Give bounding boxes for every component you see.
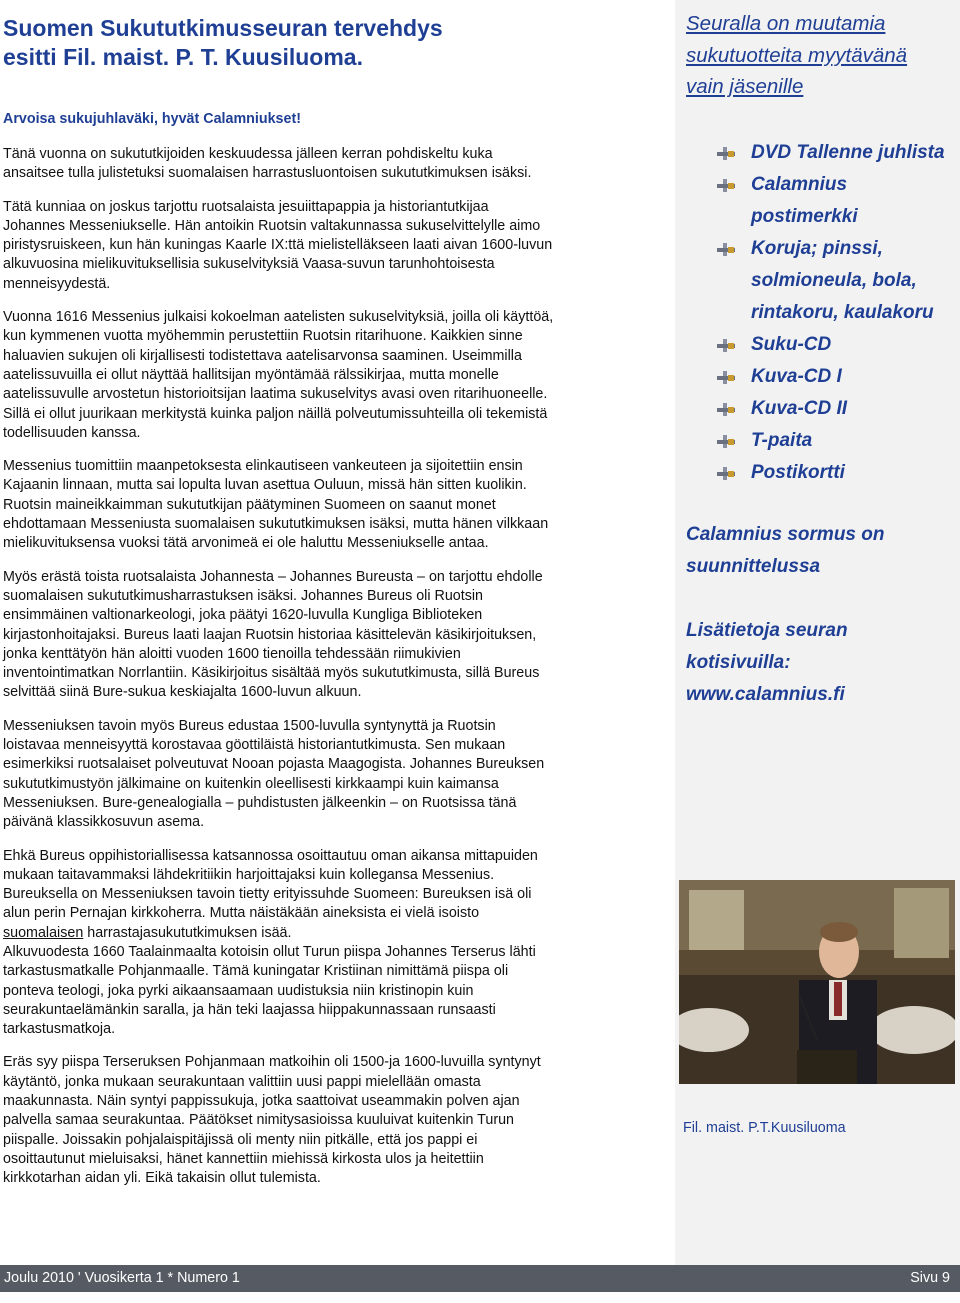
product-label: rintakoru, kaulakoru: [751, 302, 934, 323]
text-line: Ruotsin maineikkaimman sukututkijan päätyminen Suomeen on saanut monet: [3, 496, 496, 513]
text-line: alun perin Pernajan kirkkoherra. Mutta näistäkään aineksista ei vielä isoisto: [3, 905, 480, 922]
text-line: Myös erästä toista ruotsalaista Johannesta – Johannes Bureusta – on tarjottu ehdolle: [3, 568, 543, 585]
page-number: Sivu 9: [910, 1270, 950, 1286]
page-footer: [0, 1265, 960, 1292]
product-item: [717, 169, 945, 201]
text-line: Messeniuksen tavoin myös Bureus edustaa 1500-luvulla syntynyttä ja Ruotsin: [3, 717, 496, 734]
note-line: Lisätietoja seuran: [686, 620, 848, 641]
product-label: Kuva-CD I: [751, 366, 842, 387]
text-line: Alkuvuodesta 1660 Taalainmaalta kotoisin ollut Turun piispa Johannes Terserus lähti: [3, 943, 536, 960]
paragraph-7: [3, 847, 655, 1040]
text-line: mukaan taitavammaksi lähdekritiikin harjoittajaksi kuin kollegansa Messenius.: [3, 866, 495, 883]
text-line: jonka kenttätyön hän aloitti vuoden 1600 tienoilla tehdessään riimukivien: [3, 645, 461, 662]
text-line: alkuvuosina mielikuvituksellisia sukuselvityksiä Vaasa-suvun tarunhohtoisesta: [3, 256, 495, 273]
text-line: ensimmäinen valtionarkeologi, joka päätyi 1620-luvulla Kungliga Biblioteken: [3, 607, 483, 624]
product-item-continued: [717, 297, 945, 329]
text-line: seurakuntaelämänkin saralla, ja hän teki laajassa hiippakunnassaan runsaasti: [3, 1001, 496, 1018]
issue-info: Joulu 2010 ' Vuosikerta 1 * Numero 1: [4, 1270, 240, 1286]
paragraph-2: [3, 198, 655, 294]
text-line: ehdottamaan Messeniusta suomalaisen sukututkimuksen isäksi, mutta hänen vilkkaan: [3, 516, 549, 533]
product-label: T-paita: [751, 430, 813, 451]
product-item: [717, 361, 945, 393]
bullet-icon: [717, 243, 735, 256]
text-line: Bureuksella on Messeniuksen tavoin tietty erityissuhde Suomeen: Bureuksen isä oli: [3, 886, 532, 903]
text-line: Vuonna 1616 Messenius julkaisi kokoelman aatelisten sukuselvityksiä, joilla oli käyttöä,: [3, 309, 554, 326]
heading-line: Seuralla on muutamia: [686, 12, 886, 35]
text-line: käytäntö, jonka mukaan seurakuntaan valittiin uusi pappi mielellään omasta: [3, 1073, 481, 1090]
product-label: Calamnius: [751, 174, 848, 195]
text-line: palvella samaa seurakuntaa. Päätökset nimitysasioissa kuuluivat kuitenkin Turun: [3, 1112, 514, 1129]
bullet-icon: [717, 403, 735, 416]
paragraph-6: [3, 717, 655, 833]
text-line: Kajaanin linnaan, mutta sai lopulta luvan asettua Ouluun, missä hän sitten kuolikin.: [3, 477, 527, 494]
text-line: haluavien sukujen oli kirjallisesti todistettava aatelisarvonsa saaminen. Useimmilla: [3, 347, 522, 364]
speaker-photo: [679, 880, 955, 1084]
text-line: kirjastonhoitajaksi. Bureus laati laajan Ruotsin historiaa käsittelevän käsikirjoituksen,: [3, 626, 537, 643]
underlined-word: suomalaisen: [3, 924, 84, 941]
bullet-icon: [717, 179, 735, 192]
product-item: [717, 393, 945, 425]
product-item: [717, 329, 945, 361]
text-line: inventointimatkan Norrlantiin. Käsikirjoitus sisältää myös sukututkimusta, sillä Bureus: [3, 665, 540, 682]
text-line: selvittää siinä Bure-sukua keskiajalta 1600-luvun alkuun.: [3, 684, 362, 701]
text-line: osoittautunut mieluisaksi, hänet kannettiin miehissä kirkosta ulos ja heitettiin: [3, 1150, 484, 1167]
product-label: Koruja; pinssi,: [751, 238, 883, 259]
product-item-continued: [717, 201, 945, 233]
product-label: postimerkki: [751, 206, 858, 227]
text-line: [3, 924, 655, 943]
text-line: piispalle. Joissakin pohjalaispitäjissä oli menty niin pitkälle, että jos pappi ei: [3, 1131, 478, 1148]
text-line: aatelissuvulle arvostetun historioitsijan laatima sukuselvitys avasi oven ritarihuoneelle.: [3, 386, 548, 403]
text-line: suomalaisen sukututkimusharrastuksen isäksi. Johannes Bureus oli Ruotsin: [3, 587, 483, 604]
text-line: aatelissuvuilla ei ollut näyttää hallitsijan myöntämää rälssikirjaa, mutta monelle: [3, 366, 499, 383]
sidebar: [675, 0, 960, 1265]
ring-note: [686, 519, 885, 583]
text-line: tarkastusmatkoja.: [3, 1021, 116, 1038]
product-label: Kuva-CD II: [751, 398, 848, 419]
product-item: [717, 457, 945, 489]
product-label: solmioneula, bola,: [751, 270, 917, 291]
text-line: kirkkotarhan aidan yli. Eikä takaisin ollut tulemista.: [3, 1170, 321, 1187]
text-line: mielikuvituksensa vuoksi tätä arvonimeä ei ole haluttu Messeniukselle antaa.: [3, 535, 489, 552]
text-line: todellisuuden kanssa.: [3, 424, 141, 441]
paragraph-4: [3, 457, 655, 553]
sidebar-heading: [686, 8, 907, 103]
paragraph-5: [3, 568, 655, 703]
bullet-icon: [717, 435, 735, 448]
text-line: Messeniuksen. Bure-genealogialla – puhdistusten jälkeenkin – on Ruotsissa tänä: [3, 794, 517, 811]
speaker-photo-illustration: [679, 880, 955, 1084]
text-line: menneisyydestä.: [3, 275, 111, 292]
product-item: [717, 137, 945, 169]
text-line: Johannes Messeniukselle. Hän antoikin Ruotsin valtakunnassa sukuselvittelylle aimo: [3, 217, 541, 234]
text-line: maakunnasta. Näin syntyi pappissukuja, jotka saattoivat useammakin polven ajan: [3, 1093, 520, 1110]
product-list: [717, 137, 945, 489]
note-line: kotisivuilla:: [686, 652, 791, 673]
text-line: esimerkiksi ruotsalaiset polveutuvat Nooan pojasta Maagogista. Johannes Bureuksen: [3, 756, 545, 773]
text-line: Sillä ei ollut juurikaan merkitystä kuinka paljon näillä polveutumissuhteilla oli tekemistä: [3, 405, 548, 422]
text-line: piristysruiskeen, kun hän kuningas Kaarle IX:ttä mielistelläkseen laati aivan 1600-luvun: [3, 237, 553, 254]
text-line: Messenius tuomittiin maanpetoksesta elinkautiseen vankeuteen ja sijoitettiin ensin: [3, 458, 523, 475]
title-line: esitti Fil. maist. P. T. Kuusiluoma.: [3, 44, 363, 70]
text-line: Eräs syy piispa Terseruksen Pohjanmaan matkoihin oli 1500-ja 1600-luvuilla syntynyt: [3, 1054, 541, 1071]
bullet-icon: [717, 147, 735, 160]
bullet-icon: [717, 467, 735, 480]
product-item: [717, 233, 945, 265]
product-item: [717, 425, 945, 457]
text-line: kun kymmenen vuotta myöhemmin perustettiin Ruotsin ritarihuone. Kaikkien sinne: [3, 328, 523, 345]
article-title: [3, 14, 655, 72]
heading-line: vain jäsenille: [686, 75, 804, 98]
text-line: tarkastusmatkalle Pohjanmaalle. Tämä kuningatar Kristiinan nimittämä piispa oli: [3, 963, 509, 980]
website-link[interactable]: www.calamnius.fi: [686, 684, 845, 705]
text-line: päivänä klassikkosuvun asema.: [3, 814, 205, 831]
product-label: DVD Tallenne juhlista: [751, 142, 945, 163]
paragraph-1: [3, 145, 655, 184]
note-line: suunnittelussa: [686, 556, 821, 577]
heading-line: sukutuotteita myytävänä: [686, 43, 908, 67]
title-line: Suomen Sukututkimusseuran tervehdys: [3, 15, 443, 41]
info-note: [686, 615, 848, 711]
text-line: ponteva teologi, joka pyrki aikaansaamaan uudistuksia niin kristinopin kuin: [3, 982, 474, 999]
text-line: sukututkimustyön jälkimaine on kuitenkin oleellisesti kirkkaampi kuin kaimansa: [3, 775, 499, 792]
text-line: Tätä kunniaa on joskus tarjottu ruotsalaista jesuiittapappia ja historiantutkijaa: [3, 198, 489, 215]
text-line: ansaitsee tulla julistetuksi suomalaisen harrastusluontoisen sukututkimuksen isäksi.: [3, 165, 532, 182]
bullet-icon: [717, 339, 735, 352]
text-line: Ehkä Bureus oppihistoriallisessa katsannossa osoittautuu oman aikansa mittapuiden: [3, 847, 538, 864]
text-fragment: harrastajasukututkimuksen isää.: [83, 924, 292, 941]
greeting: Arvoisa sukujuhlaväki, hyvät Calamniukset!: [3, 111, 301, 127]
photo-caption: Fil. maist. P.T.Kuusiluoma: [683, 1120, 846, 1136]
article: [0, 14, 655, 1189]
text-line: Tänä vuonna on sukututkijoiden keskuudessa jälleen kerran pohdiskeltu kuka: [3, 146, 493, 162]
paragraph-8: [3, 1053, 655, 1188]
bullet-icon: [717, 371, 735, 384]
product-item-continued: [717, 265, 945, 297]
text-line: loistavaa menneisyyttä korostavaa göottiläistä historiantutkimusta. Sen mukaan: [3, 737, 506, 754]
product-label: Suku-CD: [751, 334, 832, 355]
paragraph-3: [3, 308, 655, 443]
note-line: Calamnius sormus on: [686, 524, 885, 545]
product-label: Postikortti: [751, 462, 845, 483]
